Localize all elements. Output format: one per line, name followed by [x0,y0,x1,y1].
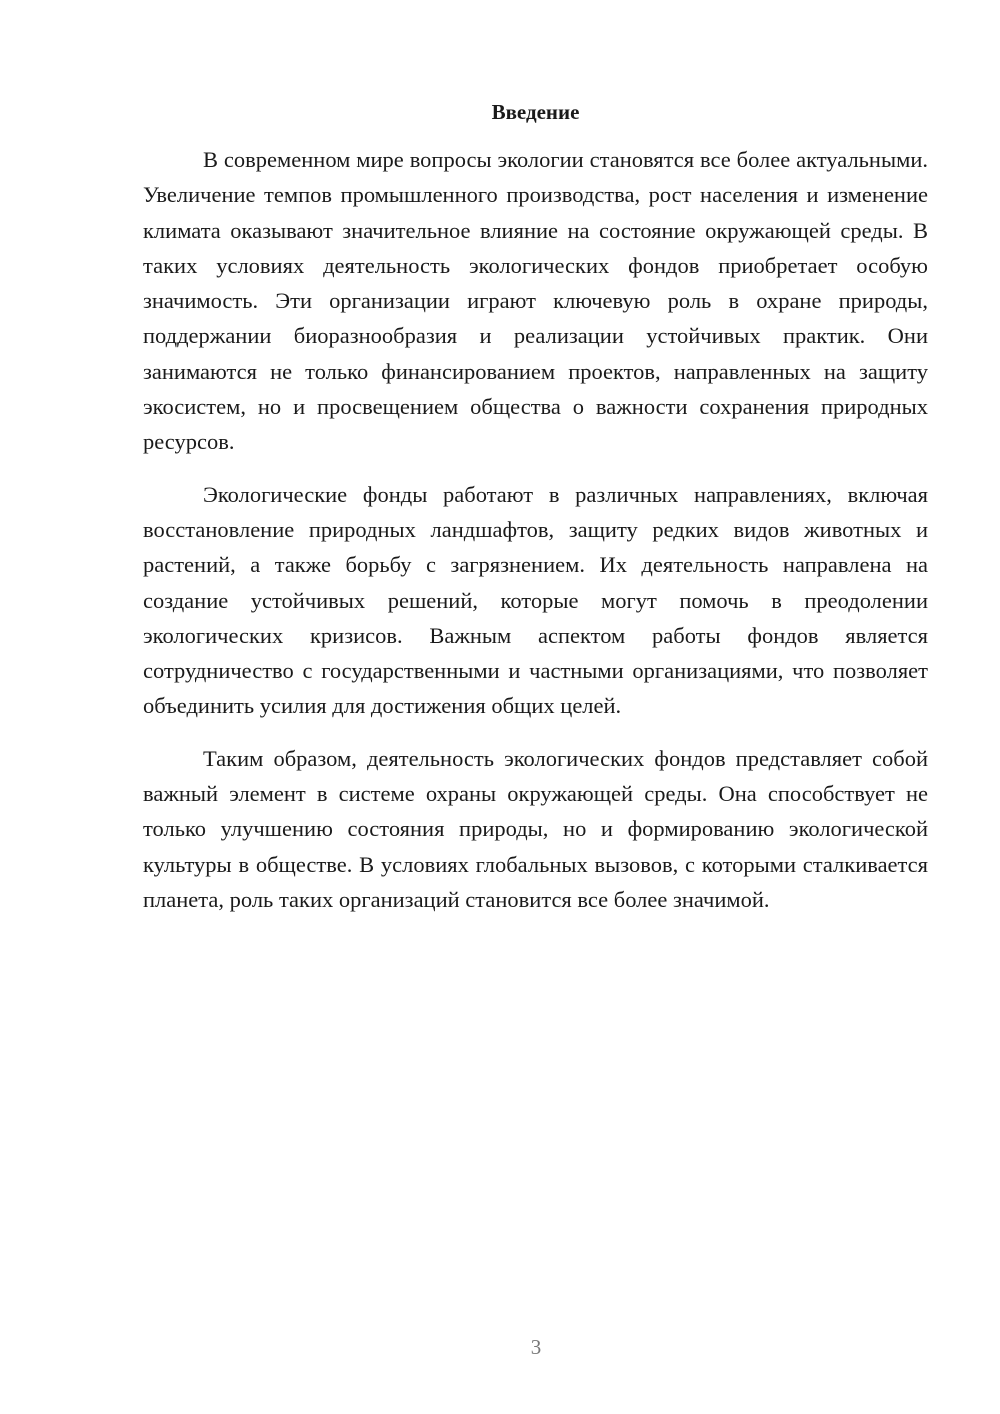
page-number: 3 [530,1335,542,1359]
paragraph-1: В современном мире вопросы экологии становятся все более актуальными. Увеличение темпов промышленного производства, рост населения и изменение климата оказывают значительное влияние на состояние окружающей среды. В таких условиях деятельность экологических фондов приобретает особую значимость. Эти организации играют ключевую роль в охране природы, поддержании биоразнообразия и реализации устойчивых практик. Они занимаются не только финансированием проектов, направленных на защиту экосистем, но и просвещением общества о важности сохранения природных ресурсов. [143,147,928,455]
document-body [143,142,928,917]
section-heading: Введение [491,100,580,124]
paragraph-3: Таким образом, деятельность экологических фондов представляет собой важный элемент в системе охраны окружающей среды. Она способствует не только улучшению состояния природы, но и формированию экологической культуры в обществе. В условиях глобальных вызовов, с которыми сталкивается планета, роль таких организаций становится все более значимой. [143,745,928,912]
paragraph-2: Экологические фонды работают в различных направлениях, включая восстановление природных ландшафтов, защиту редких видов животных и растений, а также борьбу с загрязнением. Их деятельность направлена на создание устойчивых решений, которые могут помочь в преодолении экологических кризисов. Важным аспектом работы фондов является сотрудничество с государственными и частными организациями, что позволяет объединить усилия для достижения общих целей. [143,481,928,719]
